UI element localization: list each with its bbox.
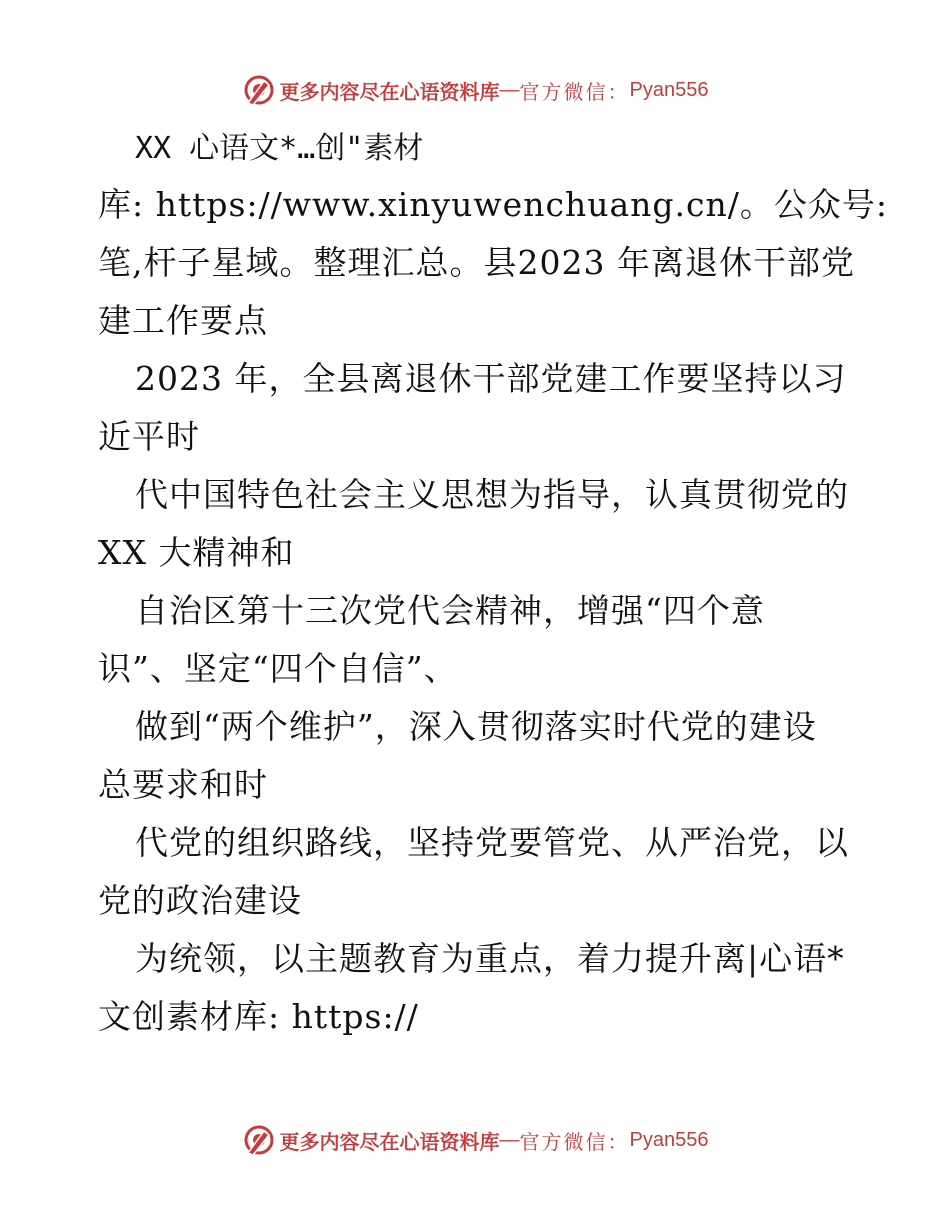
text-line-8: XX 大精神和 <box>98 533 295 572</box>
text-line-1-text: XX 心语文*…创"素材 <box>135 131 424 166</box>
document-body <box>98 118 888 1046</box>
text-line-1 <box>98 118 858 176</box>
banner-separator: — <box>499 1128 520 1151</box>
text-line-14: 党的政治建设 <box>98 881 302 920</box>
banner-main-text: 更多内容尽在心语资料库 <box>279 1129 500 1154</box>
banner-separator: — <box>499 78 520 101</box>
text-line-7: 代中国特色社会主义思想为指导，认真贯彻党的 <box>135 475 849 514</box>
text-line-9: 自治区第十三次党代会精神，增强“四个意 <box>135 591 765 630</box>
text-line-13: 代党的组织路线，坚持党要管党、从严治党，以 <box>135 823 849 862</box>
banner-wechat-id: Pyan556 <box>629 78 709 101</box>
text-line-16: 文创素材库: https:// <box>98 997 419 1036</box>
pen-logo-icon <box>242 73 276 107</box>
banner-wechat-label: 官方微信： <box>519 79 630 104</box>
banner-wechat-id: Pyan556 <box>629 1128 709 1151</box>
text-line-3: 笔,杆子星域。整理汇总。县2023 年离退休干部党 <box>98 243 855 282</box>
footer-watermark-banner <box>0 1120 950 1160</box>
text-line-4: 建工作要点 <box>98 301 268 340</box>
header-watermark-banner <box>0 70 950 110</box>
banner-wechat-label: 官方微信： <box>519 1129 630 1154</box>
pen-logo-icon <box>242 1123 276 1157</box>
text-line-11: 做到“两个维护”，深入贯彻落实时代党的建设 <box>135 707 817 746</box>
text-line-15: 为统领，以主题教育为重点，着力提升离|心语* <box>135 939 845 978</box>
banner-main-text: 更多内容尽在心语资料库 <box>279 79 500 104</box>
text-line-12: 总要求和时 <box>98 765 268 804</box>
text-line-6: 近平时 <box>98 417 200 456</box>
text-line-2: 库: https://www.xinyuwenchuang.cn/。公众号: <box>98 185 888 224</box>
text-line-5: 2023 年，全县离退休干部党建工作要坚持以习 <box>135 359 847 398</box>
text-line-10: 识”、坚定“四个自信”、 <box>98 649 458 688</box>
